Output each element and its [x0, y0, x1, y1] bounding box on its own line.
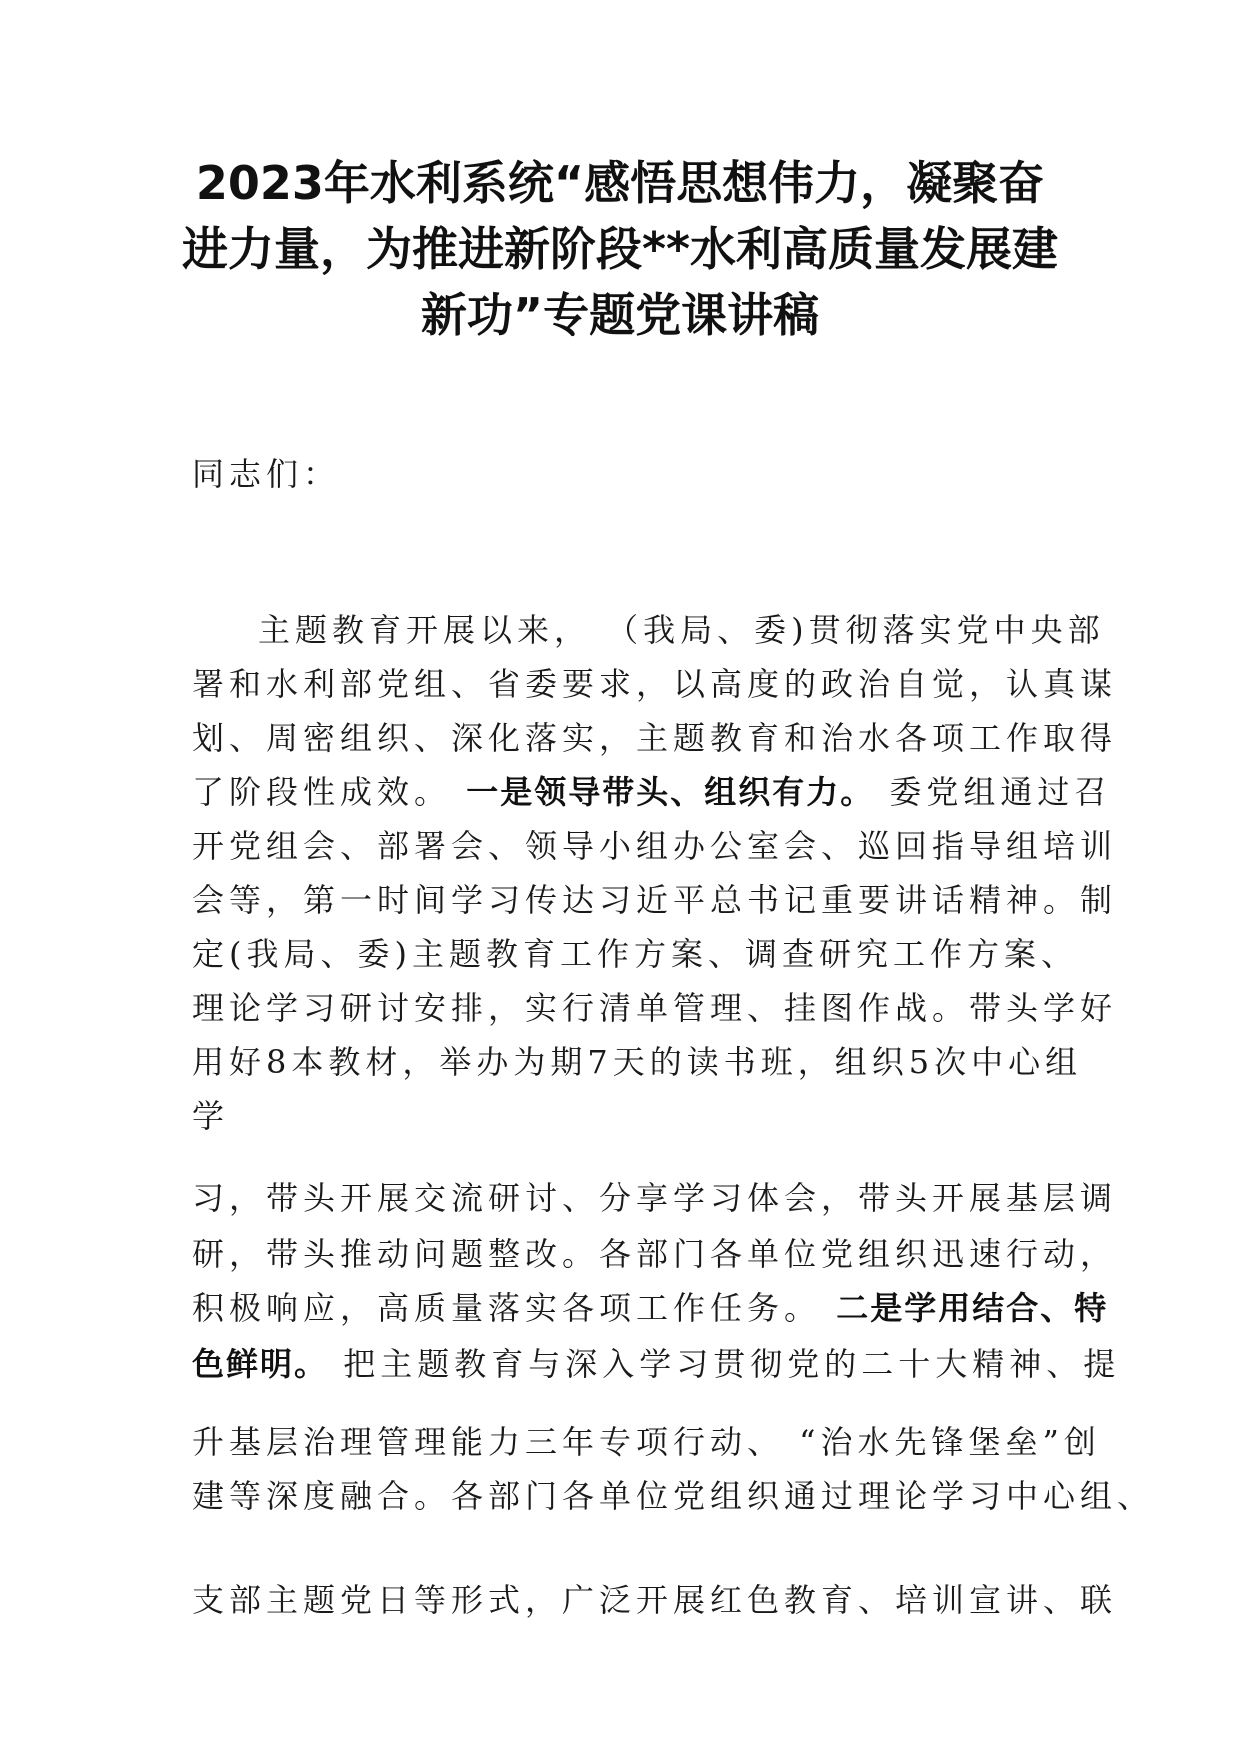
body-line: [192, 1342, 1120, 1386]
body-line: 建等深度融合。各部门各单位党组织通过理论学习中心组、: [192, 1477, 1155, 1515]
body-line: 划、周密组织、深化落实，主题教育和治水各项工作取得: [192, 719, 1118, 757]
salutation: 同志们：: [192, 455, 341, 493]
bold-heading: 一是领导带头、组织有力。: [466, 773, 875, 811]
body-line: [192, 770, 1111, 814]
title-line: 2023年水利系统“感悟思想伟力，凝聚奋: [195, 156, 1045, 210]
bold-heading: 色鲜明。: [192, 1345, 329, 1383]
body-text: 委党组通过召: [874, 773, 1112, 811]
title-line: 进力量，为推进新阶段**水利高质量发展建: [181, 222, 1059, 276]
body-line: 会等，第一时间学习传达习近平总书记重要讲话精神。制: [192, 881, 1118, 919]
body-text: 了阶段性成效。: [192, 773, 467, 811]
body-line: [192, 1286, 1108, 1330]
body-line: 理论学习研讨安排，实行清单管理、挂图作战。带头学好: [192, 989, 1118, 1027]
body-text: 把主题教育与深入学习贯彻党的二十大精神、提: [328, 1345, 1121, 1383]
body-line: 署和水利部党组、省委要求，以高度的政治自觉，认真谋: [192, 665, 1118, 703]
body-line: 研，带头推动问题整改。各部门各单位党组织迅速行动，: [192, 1235, 1118, 1273]
body-line: 学: [192, 1097, 230, 1135]
body-line: 支部主题党日等形式，广泛开展红色教育、培训宣讲、联: [192, 1581, 1118, 1619]
body-line: 用好8本教材，举办为期7天的读书班，组织5次中心组: [192, 1043, 1083, 1081]
title-line: 新功”专题党课讲稿: [420, 288, 820, 342]
body-line: 升基层治理管理能力三年专项行动、 “治水先锋堡垒”创: [192, 1423, 1101, 1461]
body-line: 习，带头开展交流研讨、分享学习体会，带头开展基层调: [192, 1179, 1118, 1217]
bold-heading: 二是学用结合、特: [836, 1289, 1109, 1327]
body-line: 主题教育开展以来， （我局、委)贯彻落实党中央部: [258, 611, 1105, 649]
document-title: [150, 150, 1090, 348]
body-line: 定(我局、委)主题教育工作方案、调查研究工作方案、: [192, 935, 1078, 973]
body-text: 积极响应，高质量落实各项工作任务。: [192, 1289, 837, 1327]
body-line: 开党组会、部署会、领导小组办公室会、巡回指导组培训: [192, 827, 1118, 865]
